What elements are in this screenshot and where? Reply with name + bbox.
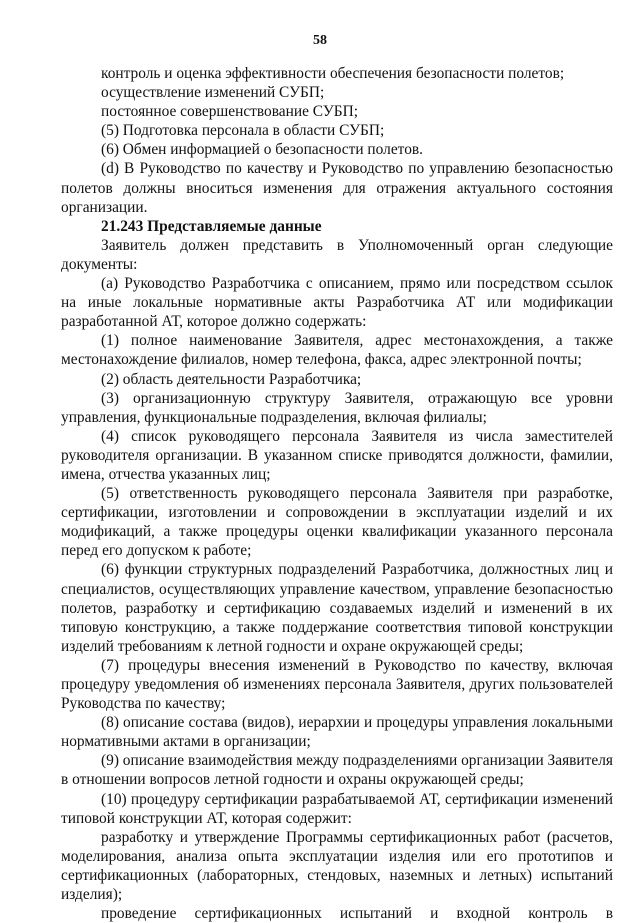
text-line: (5) Подготовка персонала в области СУБП; <box>101 122 385 140</box>
paragraph: (4) список руководящего персонала Заявителя из числа заместителей руководителя организации. В указанном списке приводятся должности, фамилии, имена, отчества указанных лиц; <box>61 427 613 483</box>
paragraph-continued: проведение сертификационных испытаний и входной контроль в <box>101 905 613 923</box>
page-number: 58 <box>313 33 327 48</box>
section-heading: 21.243 Представляемые данные <box>101 217 322 235</box>
paragraph: (9) описание взаимодействия между подразделениями организации Заявителя в отношении вопросов летной годности и охраны окружающей среды; <box>61 752 613 789</box>
text-line: постоянное совершенствование СУБП; <box>101 103 358 121</box>
text-line: контроль и оценка эффективности обеспечения безопасности полетов; <box>101 65 565 82</box>
paragraph: (1) полное наименование Заявителя, адрес местонахождения, а также местонахождение филиалов, номер телефона, факса, адрес электронной почты; <box>61 332 613 369</box>
document-body <box>61 64 613 923</box>
paragraph: (3) организационную структуру Заявителя, отражающую все уровни управления, функциональные подразделения, включая филиалы; <box>61 389 613 426</box>
text-line: (6) Обмен информацией о безопасности полетов. <box>101 141 424 159</box>
paragraph: (5) ответственность руководящего персонала Заявителя при разработке, сертификации, изготовлении и сопровождении в эксплуатации изделий и их модификаций, а также процедуры оценки квалификации указанного персонала перед его допуском к работе; <box>61 485 613 560</box>
text-line: осуществление изменений СУБП; <box>101 84 325 102</box>
paragraph: (d) В Руководство по качеству и Руководство по управлению безопасностью полетов должны вноситься изменения для отражения актуального состояния организации. <box>61 160 613 216</box>
paragraph: (2) область деятельности Разработчика; <box>101 370 362 388</box>
paragraph: (а) Руководство Разработчика с описанием, прямо или посредством ссылок на иные локальные нормативные акты Разработчика АТ или модификации разработанной АТ, которое должно содержать: <box>61 275 613 331</box>
paragraph: (6) функции структурных подразделений Разработчика, должностных лиц и специалистов, осуществляющих управление качеством, управление безопасностью полетов, разработку и сертификацию создаваемых изделий и изменений в их типовую конструкцию, а также поддержание соответствия типовой конструкции изделий требованиям к летной годности и охране окружающей среды; <box>61 561 613 655</box>
paragraph: разработку и утверждение Программы сертификационных работ (расчетов, моделирования, анализа опыта эксплуатации изделия или его прототипов и сертификационных (лабораторных, стендовых, наземных и летных) испытаний изделия); <box>61 828 613 904</box>
paragraph: Заявитель должен представить в Уполномоченный орган следующие документы: <box>61 236 613 273</box>
paragraph: (10) процедуру сертификации разрабатываемой АТ, сертификации изменений типовой конструкции АТ, которая содержит: <box>61 790 613 827</box>
paragraph: (8) описание состава (видов), иерархии и процедуры управления локальными нормативными актами в организации; <box>61 714 613 751</box>
paragraph: (7) процедуры внесения изменений в Руководство по качеству, включая процедуру уведомления об изменениях персонала Заявителя, других пользователей Руководства по качеству; <box>61 656 613 713</box>
